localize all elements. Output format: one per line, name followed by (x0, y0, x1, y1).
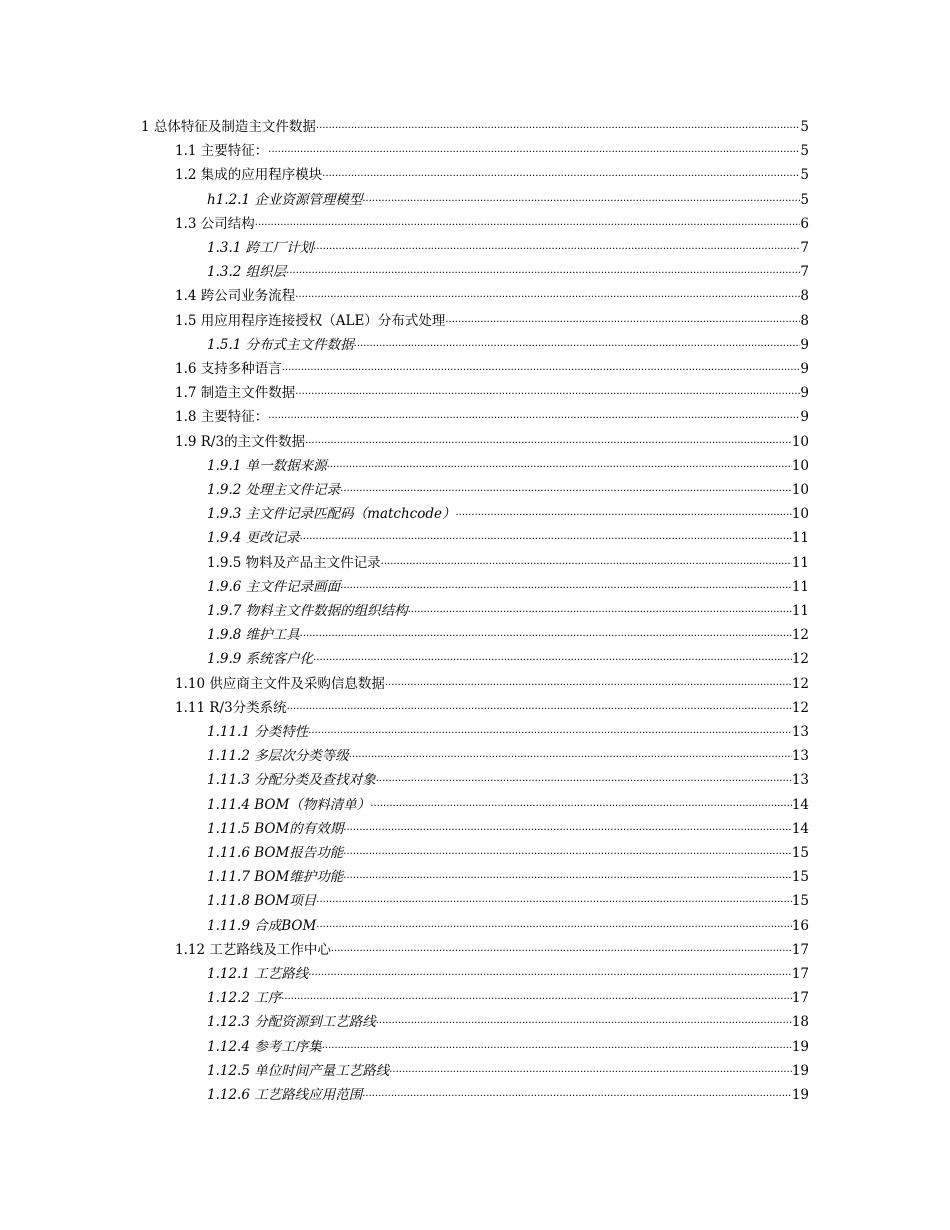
toc-entry-title: 1.7 制造主文件数据 (175, 385, 296, 402)
toc-page-number: 19 (791, 1062, 809, 1079)
toc-dot-leader (300, 528, 792, 552)
toc-entry-title: 1.12 工艺路线及工作中心 (175, 941, 331, 958)
toc-dot-leader (445, 311, 800, 335)
toc-entry-title: 1.3 公司结构 (175, 215, 255, 232)
toc-entry[interactable] (207, 478, 809, 502)
toc-dot-leader (340, 577, 792, 601)
toc-page-number: 19 (791, 1087, 809, 1103)
toc-entry-title: 1.12.2 工序 (207, 990, 282, 1007)
toc-dot-leader (287, 698, 792, 722)
toc-entry-title: 1.11.6 BOM报告功能 (207, 845, 344, 861)
toc-entry-title: 1.12.1 工艺路线 (207, 966, 309, 982)
toc-entry[interactable] (207, 768, 809, 792)
toc-entry-title: 1.9.7 物料主文件数据的组织结构 (207, 603, 408, 619)
toc-page-number: 13 (791, 772, 809, 789)
toc-entry-title: 1.9.5 物料及产品主文件记录 (207, 554, 381, 571)
toc-entry-title: 1.3.1 跨工厂计划 (207, 240, 314, 256)
toc-dot-leader (313, 649, 792, 673)
toc-entry[interactable] (207, 236, 809, 260)
toc-entry[interactable] (175, 357, 809, 381)
toc-dot-leader (316, 891, 792, 915)
toc-entry-title: 1.9.1 单一数据来源 (207, 457, 327, 474)
toc-dot-leader (362, 1085, 792, 1109)
toc-dot-leader (343, 867, 792, 891)
toc-page-number: 5 (800, 143, 809, 160)
toc-entry[interactable] (175, 309, 809, 333)
toc-dot-leader (354, 335, 801, 359)
toc-entry[interactable] (207, 986, 809, 1010)
toc-page-number: 17 (791, 990, 809, 1007)
toc-entry[interactable] (207, 526, 809, 550)
toc-page-number: 5 (800, 167, 809, 184)
toc-entry-title: 1.11.7 BOM维护功能 (207, 869, 344, 886)
toc-entry-title: 1.11.2 多层次分类等级 (207, 748, 349, 765)
toc-entry[interactable] (207, 502, 809, 526)
toc-entry-title: 1.4 跨公司业务流程 (175, 288, 296, 305)
toc-page-number: 10 (791, 457, 809, 474)
toc-entry-title: 1.9 R/3的主文件数据 (175, 433, 306, 450)
toc-page-number: 7 (800, 264, 809, 281)
toc-page-number: 9 (800, 361, 809, 377)
toc-page-number: 14 (791, 796, 809, 813)
toc-entry[interactable] (207, 720, 809, 744)
toc-dot-leader (349, 746, 792, 770)
toc-page-number: 11 (791, 603, 809, 619)
toc-entry[interactable] (207, 333, 809, 357)
toc-dot-leader (316, 117, 801, 141)
toc-entry-title: 1 总体特征及制造主文件数据 (141, 119, 316, 135)
toc-dot-leader (308, 722, 792, 746)
toc-page-number: 9 (800, 336, 809, 353)
toc-entry-title: 1.5 用应用程序连接授权（ALE）分布式处理 (175, 312, 446, 329)
toc-entry-title: 1.11.9 合成BOM (207, 917, 317, 934)
toc-entry-title: 1.9.2 处理主文件记录 (207, 482, 341, 498)
toc-page-number: 13 (791, 748, 809, 765)
toc-page-number: 15 (791, 869, 809, 886)
toc-page-number: 5 (800, 191, 809, 208)
toc-entry-title: 1.12.3 分配资源到工艺路线 (207, 1014, 376, 1031)
toc-page-number: 11 (791, 554, 809, 571)
toc-entry[interactable] (175, 284, 809, 308)
toc-entry[interactable] (207, 817, 809, 841)
toc-dot-leader (370, 795, 792, 819)
toc-entry-title: 1.11.3 分配分类及查找对象 (207, 772, 376, 789)
toc-page-number: 17 (791, 966, 809, 982)
toc-dot-leader (316, 916, 792, 940)
toc-entry-title: 1.6 支持多种语言 (175, 361, 282, 377)
toc-page-number: 6 (800, 215, 809, 232)
toc-entry-title: 1.11.8 BOM项目 (207, 893, 317, 910)
toc-entry[interactable] (175, 212, 809, 236)
toc-dot-leader (331, 940, 792, 964)
toc-dot-leader (408, 601, 792, 625)
toc-entry[interactable] (175, 163, 809, 187)
toc-page-number: 18 (791, 1014, 809, 1031)
toc-entry[interactable] (207, 647, 809, 671)
toc-entry-title: 1.9.4 更改记录 (207, 530, 300, 547)
toc-dot-leader (343, 843, 792, 867)
toc-entry[interactable] (207, 599, 809, 623)
toc-page-number: 11 (791, 578, 809, 595)
toc-dot-leader (456, 504, 792, 528)
toc-entry[interactable] (175, 405, 809, 429)
toc-entry-title: 1.5.1 分布式主文件数据 (207, 336, 354, 353)
toc-dot-leader (255, 214, 801, 238)
toc-entry-title: 1.11.5 BOM的有效期 (207, 820, 344, 837)
toc-entry[interactable] (207, 260, 809, 284)
toc-entry[interactable] (175, 672, 809, 696)
toc-entry-title: 1.11 R/3分类系统 (175, 699, 287, 716)
toc-page-number: 17 (791, 941, 809, 958)
toc-page-number: 15 (791, 893, 809, 910)
toc-page-number: 14 (791, 820, 809, 837)
toc-entry-title: 1.10 供应商主文件及采购信息数据 (175, 675, 385, 692)
toc-page-number: 8 (800, 288, 809, 305)
toc-page-number: 9 (800, 409, 809, 426)
toc-page-number: 5 (800, 119, 809, 135)
toc-dot-leader (295, 286, 800, 310)
toc-entry[interactable] (175, 139, 809, 163)
toc-entry[interactable] (175, 430, 809, 454)
toc-entry[interactable] (207, 623, 809, 647)
toc-page-number: 15 (791, 845, 809, 861)
toc-entry-title: 1.12.6 工艺路线应用范围 (207, 1087, 363, 1103)
toc-dot-leader (268, 141, 800, 165)
toc-entry[interactable] (207, 1059, 809, 1083)
toc-entry-title: 1.9.8 维护工具 (207, 627, 300, 644)
toc-entry[interactable] (207, 454, 809, 478)
toc-dot-leader (340, 480, 792, 504)
toc-entry[interactable] (207, 841, 809, 865)
toc-dot-leader (286, 262, 800, 286)
toc-entry[interactable] (207, 188, 809, 212)
toc-entry-title: 1.12.5 单位时间产量工艺路线 (207, 1062, 390, 1079)
toc-entry[interactable] (207, 551, 809, 575)
toc-page-number: 10 (791, 482, 809, 498)
toc-entry-title: 1.9.9 系统客户化 (207, 651, 314, 668)
toc-entry-title: 1.11.4 BOM（物料清单） (207, 796, 371, 813)
toc-dot-leader (322, 165, 800, 189)
toc-dot-leader (305, 432, 792, 456)
toc-dot-leader (389, 1061, 792, 1085)
toc-entry-title: 1.1 主要特征： (175, 143, 269, 160)
toc-page-number: 8 (800, 312, 809, 329)
toc-dot-leader (313, 238, 800, 262)
toc-page-number: 12 (791, 651, 809, 668)
toc-entry-title: 1.8 主要特征： (175, 409, 269, 426)
toc-dot-leader (327, 456, 792, 480)
toc-entry[interactable] (207, 575, 809, 599)
toc-entry[interactable] (175, 696, 809, 720)
toc-entry[interactable] (207, 744, 809, 768)
toc-dot-leader (300, 625, 792, 649)
toc-entry-title: 1.9.3 主文件记录匹配码（matchcode） (207, 506, 456, 523)
toc-entry-title: h1.2.1 企业资源管理模型 (207, 191, 363, 208)
toc-entry[interactable] (207, 1035, 809, 1059)
toc-entry-title: 1.9.6 主文件记录画面 (207, 578, 341, 595)
toc-dot-leader (376, 1012, 792, 1036)
toc-page-number: 10 (791, 433, 809, 450)
toc-dot-leader (343, 819, 792, 843)
toc-dot-leader (268, 407, 800, 431)
toc-entry-title: 1.12.4 参考工序集 (207, 1038, 322, 1055)
toc-page-number: 19 (791, 1038, 809, 1055)
toc-entry[interactable] (141, 115, 809, 139)
toc-dot-leader (381, 553, 792, 577)
toc-page-number: 12 (791, 699, 809, 716)
toc-entry[interactable] (207, 962, 809, 986)
toc-page-number: 12 (791, 627, 809, 644)
toc-entry-title: 1.11.1 分类特性 (207, 724, 309, 740)
toc-entry[interactable] (207, 1083, 809, 1107)
toc-page-number: 16 (791, 917, 809, 934)
toc-entry-title: 1.2 集成的应用程序模块 (175, 167, 323, 184)
toc-dot-leader (376, 770, 792, 794)
toc-entry[interactable] (175, 938, 809, 962)
toc-dot-leader (308, 964, 792, 988)
toc-entry[interactable] (207, 1010, 809, 1034)
toc-page-number: 9 (800, 385, 809, 402)
toc-dot-leader (362, 190, 800, 214)
toc-entry[interactable] (207, 889, 809, 913)
toc-entry[interactable] (207, 793, 809, 817)
toc-dot-leader (295, 383, 800, 407)
toc-entry[interactable] (175, 381, 809, 405)
toc-page-number: 13 (791, 724, 809, 740)
toc-page-number: 7 (800, 240, 809, 256)
toc-dot-leader (281, 988, 792, 1012)
toc-entry[interactable] (207, 914, 809, 938)
toc-page-number: 10 (791, 506, 809, 523)
toc-dot-leader (385, 674, 792, 698)
toc-dot-leader (282, 359, 801, 383)
toc-entry[interactable] (207, 865, 809, 889)
toc-page-number: 11 (791, 530, 809, 547)
toc-page-number: 12 (791, 675, 809, 692)
toc-dot-leader (322, 1037, 792, 1061)
toc-entry-title: 1.3.2 组织层 (207, 264, 287, 281)
